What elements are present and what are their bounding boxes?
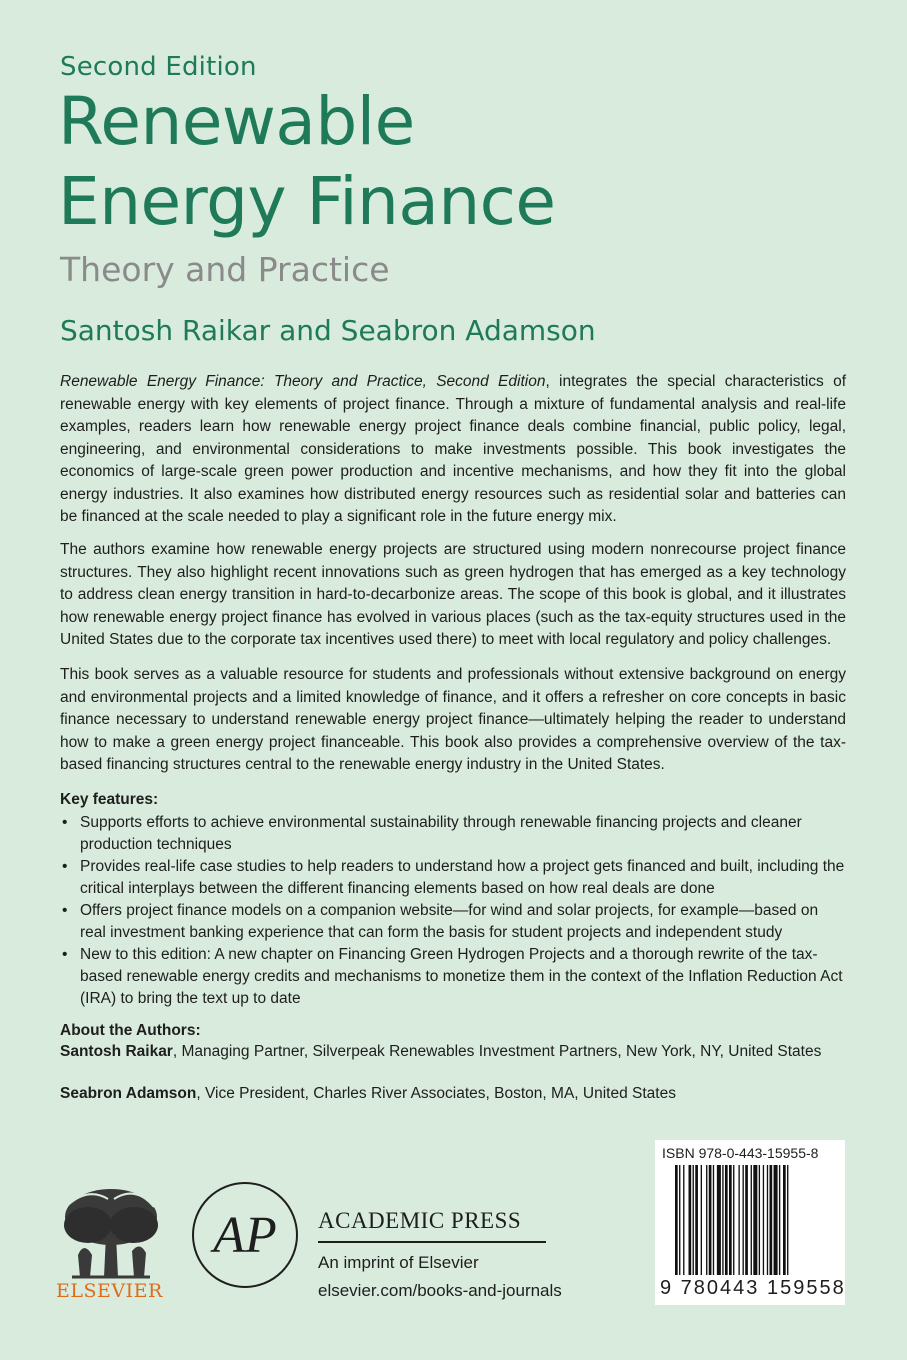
bullet: •	[62, 858, 68, 875]
elsevier-tree-icon	[58, 1185, 164, 1285]
isbn-label: ISBN 978-0-443-15955-8	[662, 1145, 819, 1161]
publisher-url: elsevier.com/books-and-journals	[318, 1281, 562, 1300]
list-item	[60, 944, 846, 1010]
barcode-icon	[675, 1165, 835, 1275]
ap-monogram-text: AP	[213, 1207, 277, 1264]
author-name: Santosh Raikar	[60, 1043, 173, 1060]
list-item	[60, 900, 846, 944]
elsevier-wordmark: ELSEVIER	[56, 1280, 163, 1302]
barcode-digits: 9 780443 159558	[660, 1277, 846, 1299]
bullet: •	[62, 946, 68, 963]
title-line-1: Renewable	[58, 83, 415, 160]
book-title-italic: Renewable Energy Finance: Theory and Practice, Second Edition	[60, 373, 546, 390]
list-item	[60, 856, 846, 900]
key-features-heading: Key features:	[60, 791, 159, 808]
academic-press-name: ACADEMIC PRESS	[318, 1208, 522, 1233]
author-bio-2	[60, 1085, 676, 1103]
edition-label: Second Edition	[60, 52, 257, 82]
divider	[318, 1241, 546, 1243]
author-description: , Vice President, Charles River Associates, Boston, MA, United States	[196, 1085, 676, 1102]
paragraph-1-text: , integrates the special characteristics of renewable energy with key elements of project finance. Through a mixture of fundamental analysis and real-life examples, readers learn how renewable energy project finance deals combine financial, public policy, legal, engineering, and environmental considerations to make investments possible. This book investigates the economics of large-scale green power production and incentive mechanisms, and how they fit into the global energy industries. It also examines how distributed energy resources such as residential solar and batteries can be financed at the scale needed to play a significant role in the future energy mix.	[60, 373, 847, 525]
bullet: •	[62, 814, 68, 831]
feature-text: Supports efforts to achieve environmental sustainability through renewable financing projects and cleaner production techniques	[80, 814, 802, 853]
bullet: •	[62, 902, 68, 919]
author-description: , Managing Partner, Silverpeak Renewables Investment Partners, New York, NY, United States	[172, 1043, 822, 1060]
description-paragraph-2: The authors examine how renewable energy projects are structured using modern nonrecourse project finance structures. They also highlight recent innovations such as green hydrogen that has emerged as a key technology to address clean energy transition in hard-to-decarbonize areas. The scope of this book is global, and it illustrates how renewable energy project finance has evolved in various places (such as the tax-equity structures used in the United States due to the corporate tax incentives used there) to meet with local regulatory and policy challenges.	[60, 541, 846, 648]
imprint-text: An imprint of Elsevier	[318, 1253, 479, 1272]
author-name: Seabron Adamson	[60, 1085, 197, 1102]
title-line-2: Energy Finance	[58, 163, 556, 240]
description-paragraph-3: This book serves as a valuable resource for students and professionals without extensive background on energy and environmental projects and a limited knowledge of finance, and it offers a refresher on core concepts in basic finance necessary to understand renewable energy project finance—ultimately helping the reader to understand how to make a green energy project financeable. This book also provides a comprehensive overview of the tax-based financing structures central to the renewable energy industry in the United States.	[60, 666, 846, 773]
academic-press-monogram-icon	[190, 1180, 300, 1290]
description-paragraph-1	[60, 371, 846, 529]
about-authors-heading: About the Authors:	[60, 1022, 201, 1039]
key-features-list	[60, 812, 846, 1010]
feature-text: New to this edition: A new chapter on Financing Green Hydrogen Projects and a thorough rewrite of the tax-based renewable energy credits and mechanisms to monetize them in the context of the Inflation Reduction Act (IRA) to bring the text up to date	[80, 946, 843, 1007]
list-item	[60, 812, 846, 856]
author-bio-1	[60, 1043, 821, 1061]
feature-text: Offers project finance models on a companion website—for wind and solar projects, for example—based on real investment banking experience that can form the basis for student projects and independent study	[80, 902, 819, 941]
subtitle: Theory and Practice	[60, 250, 390, 289]
authors-line: Santosh Raikar and Seabron Adamson	[60, 314, 596, 347]
feature-text: Provides real-life case studies to help readers to understand how a project gets financed and built, including the critical interplays between the different financing elements based on how real deals are done	[80, 858, 845, 897]
